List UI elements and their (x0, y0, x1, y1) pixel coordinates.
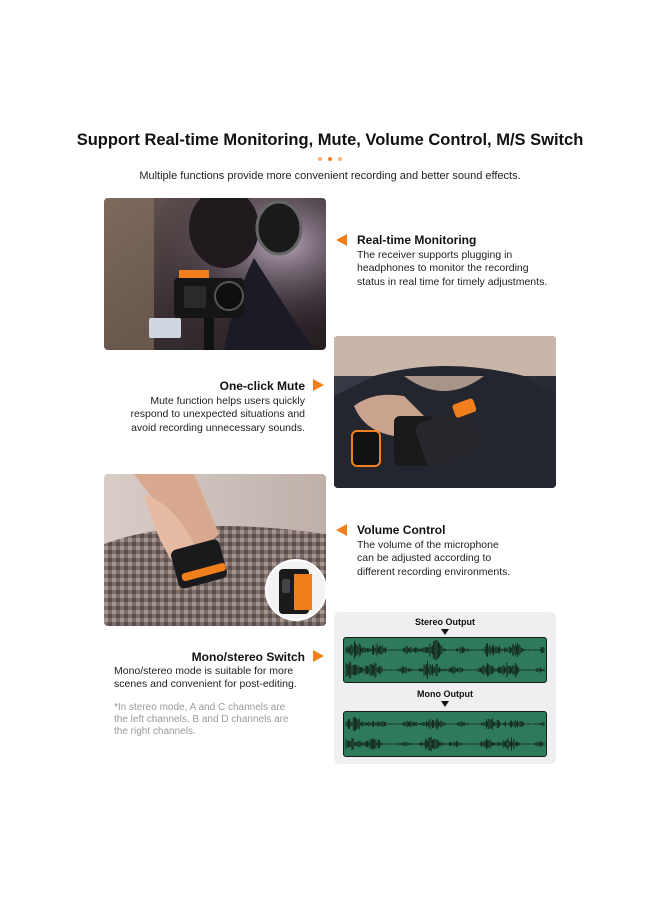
dot-icon (328, 157, 332, 161)
mono-output-label: Mono Output (417, 689, 473, 699)
monitoring-photo (104, 198, 326, 350)
waveform-panel (334, 612, 556, 764)
arrow-right-icon (313, 650, 324, 662)
down-arrow-icon (441, 701, 449, 707)
page-subtitle: Multiple functions provide more convenient recording and better sound effects. (139, 170, 521, 182)
feature-description: Mute function helps users quickly respond to unexpected situations and avoid recording unnecessary sounds. (130, 395, 305, 434)
page-title: Support Real-time Monitoring, Mute, Volume Control, M/S Switch (76, 131, 584, 149)
feature-title: Volume Control (357, 523, 446, 537)
feature-title: Mono/stereo Switch (191, 650, 305, 664)
arrow-right-icon (313, 379, 324, 391)
feature-description: The volume of the microphone can be adjusted according to different recording environments. (357, 539, 511, 578)
mute-photo (334, 336, 556, 488)
channel-note: *In stereo mode, A and C channels are the left channels, B and D channels are the right channels. (114, 702, 289, 737)
feature-description: Mono/stereo mode is suitable for more scenes and convenient for post-editing. (114, 665, 297, 691)
dot-icon (338, 157, 342, 161)
stereo-output-label: Stereo Output (415, 617, 475, 627)
volume-photo (104, 474, 326, 626)
mono-waveform (343, 711, 547, 757)
arrow-left-icon (336, 234, 347, 246)
decorative-dots (0, 157, 660, 161)
feature-description: The receiver supports plugging in headphones to monitor the recording status in real time for timely adjustments. (357, 249, 548, 288)
feature-title: One-click Mute (219, 379, 305, 393)
arrow-left-icon (336, 524, 347, 536)
down-arrow-icon (441, 629, 449, 635)
stereo-waveform (343, 637, 547, 683)
feature-title: Real-time Monitoring (357, 233, 477, 247)
dot-icon (318, 157, 322, 161)
